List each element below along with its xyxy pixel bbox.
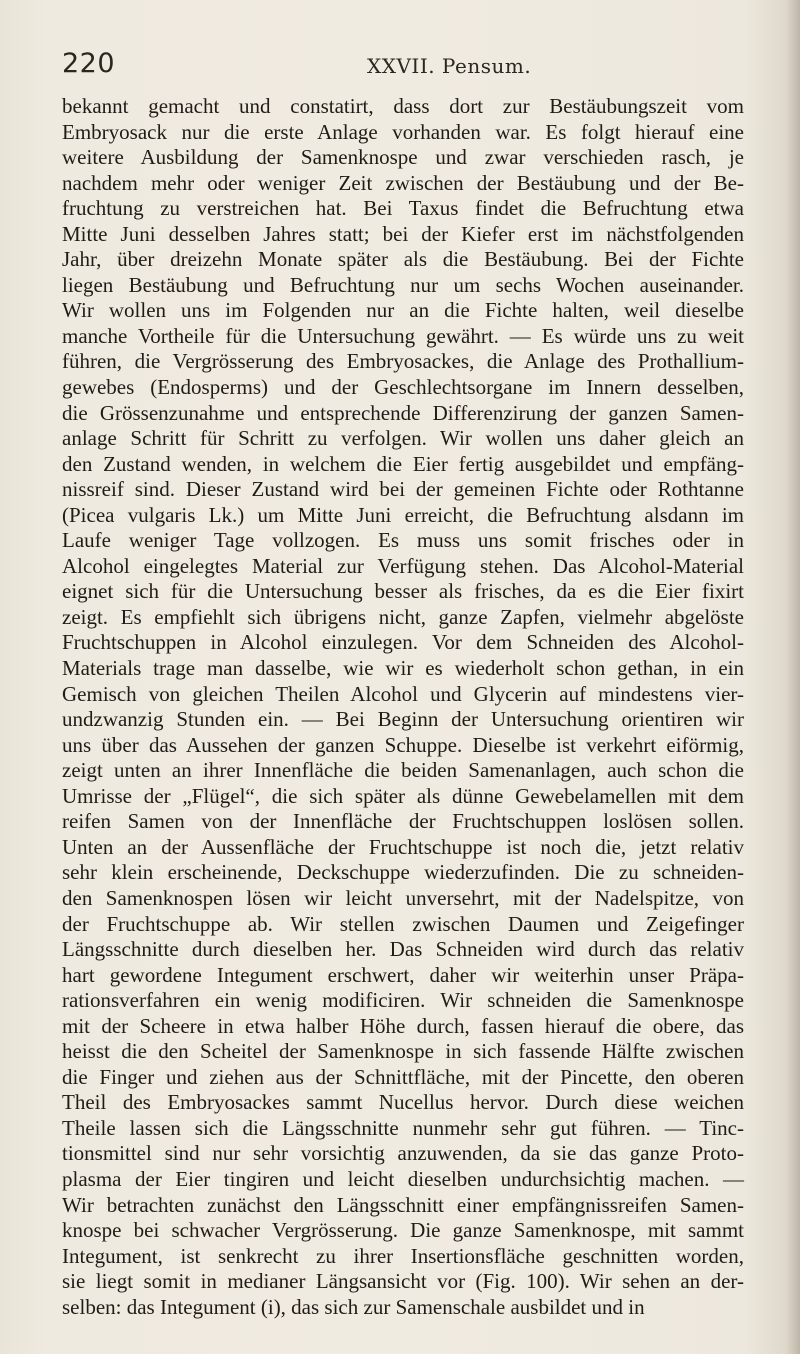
text-line: Gemisch von gleichen Theilen Alcohol und Glycerin auf mindestens vier- bbox=[62, 681, 744, 706]
text-line: Materials trage man dasselbe, wie wir es wiederholt schon gethan, in ein bbox=[62, 656, 744, 681]
text-line: liegen Bestäubung und Befruchtung nur um sechs Wochen auseinander. bbox=[62, 272, 744, 297]
text-line: tionsmittel sind nur sehr vorsichtig anzuwenden, da sie das ganze Proto- bbox=[62, 1141, 744, 1166]
text-line: fruchtung zu verstreichen hat. Bei Taxus findet die Befruchtung etwa bbox=[62, 196, 744, 221]
text-line: der Fruchtschuppe ab. Wir stellen zwischen Daumen und Zeigefinger bbox=[62, 911, 744, 936]
text-line: reifen Samen von der Innenfläche der Fruchtschuppen loslösen sollen. bbox=[62, 809, 744, 834]
text-line: Embryosack nur die erste Anlage vorhanden war. Es folgt hierauf eine bbox=[62, 119, 744, 144]
body-text bbox=[62, 94, 744, 1320]
page-edge-shadow bbox=[786, 0, 800, 1354]
text-line: Laufe weniger Tage vollzogen. Es muss uns somit frisches oder in bbox=[62, 528, 744, 553]
text-line: Jahr, über dreizehn Monate später als die Bestäubung. Bei der Fichte bbox=[62, 247, 744, 272]
text-line: Längsschnitte durch dieselben her. Das Schneiden wird durch das relativ bbox=[62, 937, 744, 962]
text-line: Wir betrachten zunächst den Längsschnitt einer empfängnissreifen Samen- bbox=[62, 1192, 744, 1217]
text-line: nissreif sind. Dieser Zustand wird bei der gemeinen Fichte oder Rothtanne bbox=[62, 477, 744, 502]
text-line: bekannt gemacht und constatirt, dass dort zur Bestäubungszeit vom bbox=[62, 94, 744, 118]
text-line: den Samenknospen lösen wir leicht unversehrt, mit der Nadelspitze, von bbox=[62, 885, 744, 910]
text-line: hart gewordene Integument erschwert, daher wir weiterhin unser Präpa- bbox=[62, 962, 744, 987]
text-line: manche Vortheile für die Untersuchung gewährt. — Es würde uns zu weit bbox=[62, 323, 744, 348]
page-header bbox=[62, 48, 742, 84]
text-line: plasma der Eier tingiren und leicht dieselben undurchsichtig machen. — bbox=[62, 1166, 744, 1191]
text-line: den Zustand wenden, in welchem die Eier fertig ausgebildet und empfäng- bbox=[62, 451, 744, 476]
text-line: uns über das Aussehen der ganzen Schuppe. Dieselbe ist verkehrt eiförmig, bbox=[62, 732, 744, 757]
text-line: selben: das Integument (i), das sich zur Samenschale ausbildet und in bbox=[62, 1294, 645, 1319]
text-line: knospe bei schwacher Vergrösserung. Die ganze Samenknospe, mit sammt bbox=[62, 1218, 744, 1243]
text-line: die Finger und ziehen aus der Schnittfläche, mit der Pincette, den oberen bbox=[62, 1064, 744, 1089]
text-line: nachdem mehr oder weniger Zeit zwischen der Bestäubung und der Be- bbox=[62, 170, 744, 195]
text-line: Umrisse der „Flügel“, die sich später als dünne Gewebelamellen mit dem bbox=[62, 783, 744, 808]
text-line: zeigt unten an ihrer Innenfläche die beiden Samenanlagen, auch schon die bbox=[62, 758, 744, 783]
text-line: führen, die Vergrösserung des Embryosackes, die Anlage des Prothallium- bbox=[62, 349, 744, 374]
page-number: 220 bbox=[62, 48, 116, 79]
text-line: eignet sich für die Untersuchung besser als frisches, da es die Eier fixirt bbox=[62, 579, 744, 604]
text-line: mit der Scheere in etwa halber Höhe durch, fassen hierauf die obere, das bbox=[62, 1013, 744, 1038]
text-line: Fruchtschuppen in Alcohol einzulegen. Vor dem Schneiden des Alcohol- bbox=[62, 630, 744, 655]
text-line: gewebes (Endosperms) und der Geschlechtsorgane im Innern desselben, bbox=[62, 375, 744, 400]
text-line: Theil des Embryosackes sammt Nucellus hervor. Durch diese weichen bbox=[62, 1090, 744, 1115]
text-line: (Picea vulgaris Lk.) um Mitte Juni erreicht, die Befruchtung alsdann im bbox=[62, 502, 744, 527]
text-line: anlage Schritt für Schritt zu verfolgen. Wir wollen uns daher gleich an bbox=[62, 426, 744, 451]
text-line: die Grössenzunahme und entsprechende Differenzirung der ganzen Samen- bbox=[62, 400, 744, 425]
text-line: Wir wollen uns im Folgenden nur an die Fichte halten, weil dieselbe bbox=[62, 298, 744, 323]
text-line: undzwanzig Stunden ein. — Bei Beginn der Untersuchung orientiren wir bbox=[62, 707, 744, 732]
text-line: weitere Ausbildung der Samenknospe und zwar verschieden rasch, je bbox=[62, 145, 744, 170]
text-line: Unten an der Aussenfläche der Fruchtschuppe ist noch die, jetzt relativ bbox=[62, 834, 744, 859]
text-line: Mitte Juni desselben Jahres statt; bei der Kiefer erst im nächstfolgenden bbox=[62, 221, 744, 246]
text-line: Theile lassen sich die Längsschnitte nunmehr sehr gut führen. — Tinc- bbox=[62, 1115, 744, 1140]
text-line: sie liegt somit in medianer Längsansicht vor (Fig. 100). Wir sehen an der- bbox=[62, 1269, 744, 1294]
text-line: sehr klein erscheinende, Deckschuppe wiederzufinden. Die zu schneiden- bbox=[62, 860, 744, 885]
text-line: Integument, ist senkrecht zu ihrer Insertionsfläche geschnitten worden, bbox=[62, 1243, 744, 1268]
text-line: zeigt. Es empfiehlt sich übrigens nicht, ganze Zapfen, vielmehr abgelöste bbox=[62, 604, 744, 629]
running-title: XXVII. Pensum. bbox=[367, 54, 532, 78]
text-line: rationsverfahren ein wenig modificiren. Wir schneiden die Samenknospe bbox=[62, 988, 744, 1013]
text-line: heisst die den Scheitel der Samenknospe in sich fassende Hälfte zwischen bbox=[62, 1039, 744, 1064]
text-line: Alcohol eingelegtes Material zur Verfügung stehen. Das Alcohol-Material bbox=[62, 553, 744, 578]
